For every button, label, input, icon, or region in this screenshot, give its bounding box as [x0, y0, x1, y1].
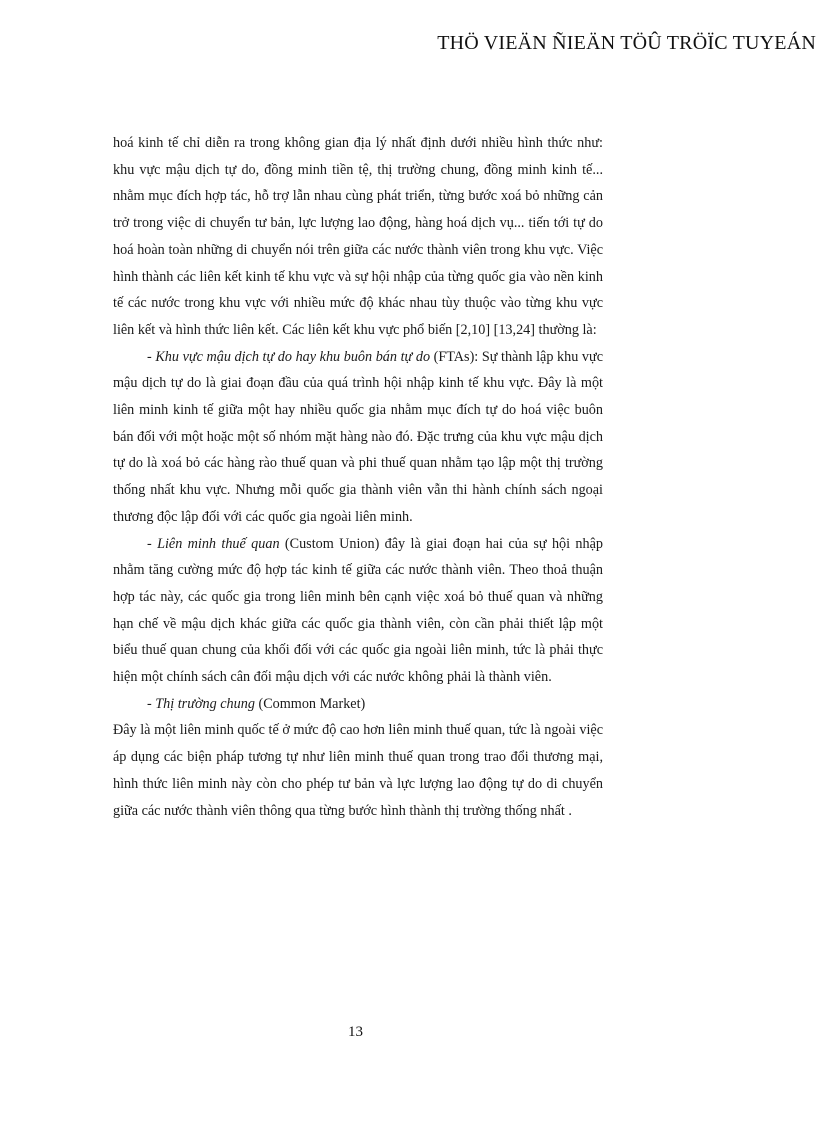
term-common-market: - Thị trường chung — [147, 695, 255, 712]
term-customs-union: - Liên minh thuế quan — [147, 535, 280, 552]
document-body — [113, 130, 603, 824]
paragraph-free-trade-area — [113, 344, 603, 531]
paragraph-common-market-heading — [113, 691, 603, 718]
page-header: THÖ VIEÄN ÑIEÄN TÖÛ TRÖÏC TUYEÁN — [437, 32, 816, 54]
term-free-trade-area: - Khu vực mậu dịch tự do hay khu buôn bán tự do — [147, 348, 431, 365]
paragraph-customs-union-text: (Custom Union) đây là giai đoạn hai của sự hội nhập nhằm tăng cường mức độ hợp tác kinh tế giữa các nước thành viên. Theo thoả thuận hợp tác này, các quốc gia trong liên minh bên cạnh việc xoá bỏ thuế quan và những hạn chế về mậu dịch khác giữa các quốc gia thành viên, còn cần phải thiết lập một biểu thuế quan chung của khối đối với các quốc gia ngoài liên minh, tức là phải thực hiện một chính sách cân đối mậu dịch với các nước không phải là thành viên. — [113, 535, 604, 686]
paragraph-customs-union — [113, 531, 603, 691]
page-number: 13 — [348, 1024, 363, 1040]
paragraph-common-market-label: (Common Market) — [254, 695, 366, 712]
paragraph-free-trade-area-text: (FTAs): Sự thành lập khu vực mậu dịch tự do là giai đoạn đầu của quá trình hội nhập kinh tế khu vực. Đây là một liên minh kinh tế giữa một hay nhiều quốc gia nhằm mục đích tự do hoá việc buôn bán đối với một hoặc một số nhóm mặt hàng nào đó. Đặc trưng của khu vực mậu dịch tự do là xoá bỏ các hàng rào thuế quan và phi thuế quan nhằm tạo lập một thị trường thống nhất khu vực. Nhưng mỗi quốc gia thành viên vẫn thi hành chính sách ngoại thương độc lập đối với các quốc gia ngoài liên minh. — [113, 348, 603, 525]
paragraph-common-market: Đây là một liên minh quốc tế ở mức độ cao hơn liên minh thuế quan, tức là ngoài việc áp dụng các biện pháp tương tự như liên minh thuế quan trong trao đổi thương mại, hình thức liên minh này còn cho phép tư bản và lực lượng lao động tự do di chuyển giữa các nước thành viên thông qua từng bước hình thành thị trường thống nhất . — [113, 722, 603, 819]
paragraph-intro: hoá kinh tế chỉ diễn ra trong không gian địa lý nhất định dưới nhiều hình thức như: khu vực mậu dịch tự do, đồng minh tiền tệ, thị trường chung, đồng minh kinh tế... nhằm mục đích hợp tác, hỗ trợ lẫn nhau cùng phát triển, từng bước xoá bỏ những cản trở trong việc di chuyển tư bản, lực lượng lao động, hàng hoá dịch vụ... tiến tới tự do hoá hoàn toàn những di chuyển nói trên giữa các nước thành viên trong khu vực. Việc hình thành các liên kết kinh tế khu vực và sự hội nhập của từng quốc gia vào nền kinh tế các nước trong khu vực với nhiều mức độ khác nhau tùy thuộc vào từng khu vực liên kết và hình thức liên kết. Các liên kết khu vực phổ biến [2,10] [13,24] thường là: — [113, 135, 603, 338]
